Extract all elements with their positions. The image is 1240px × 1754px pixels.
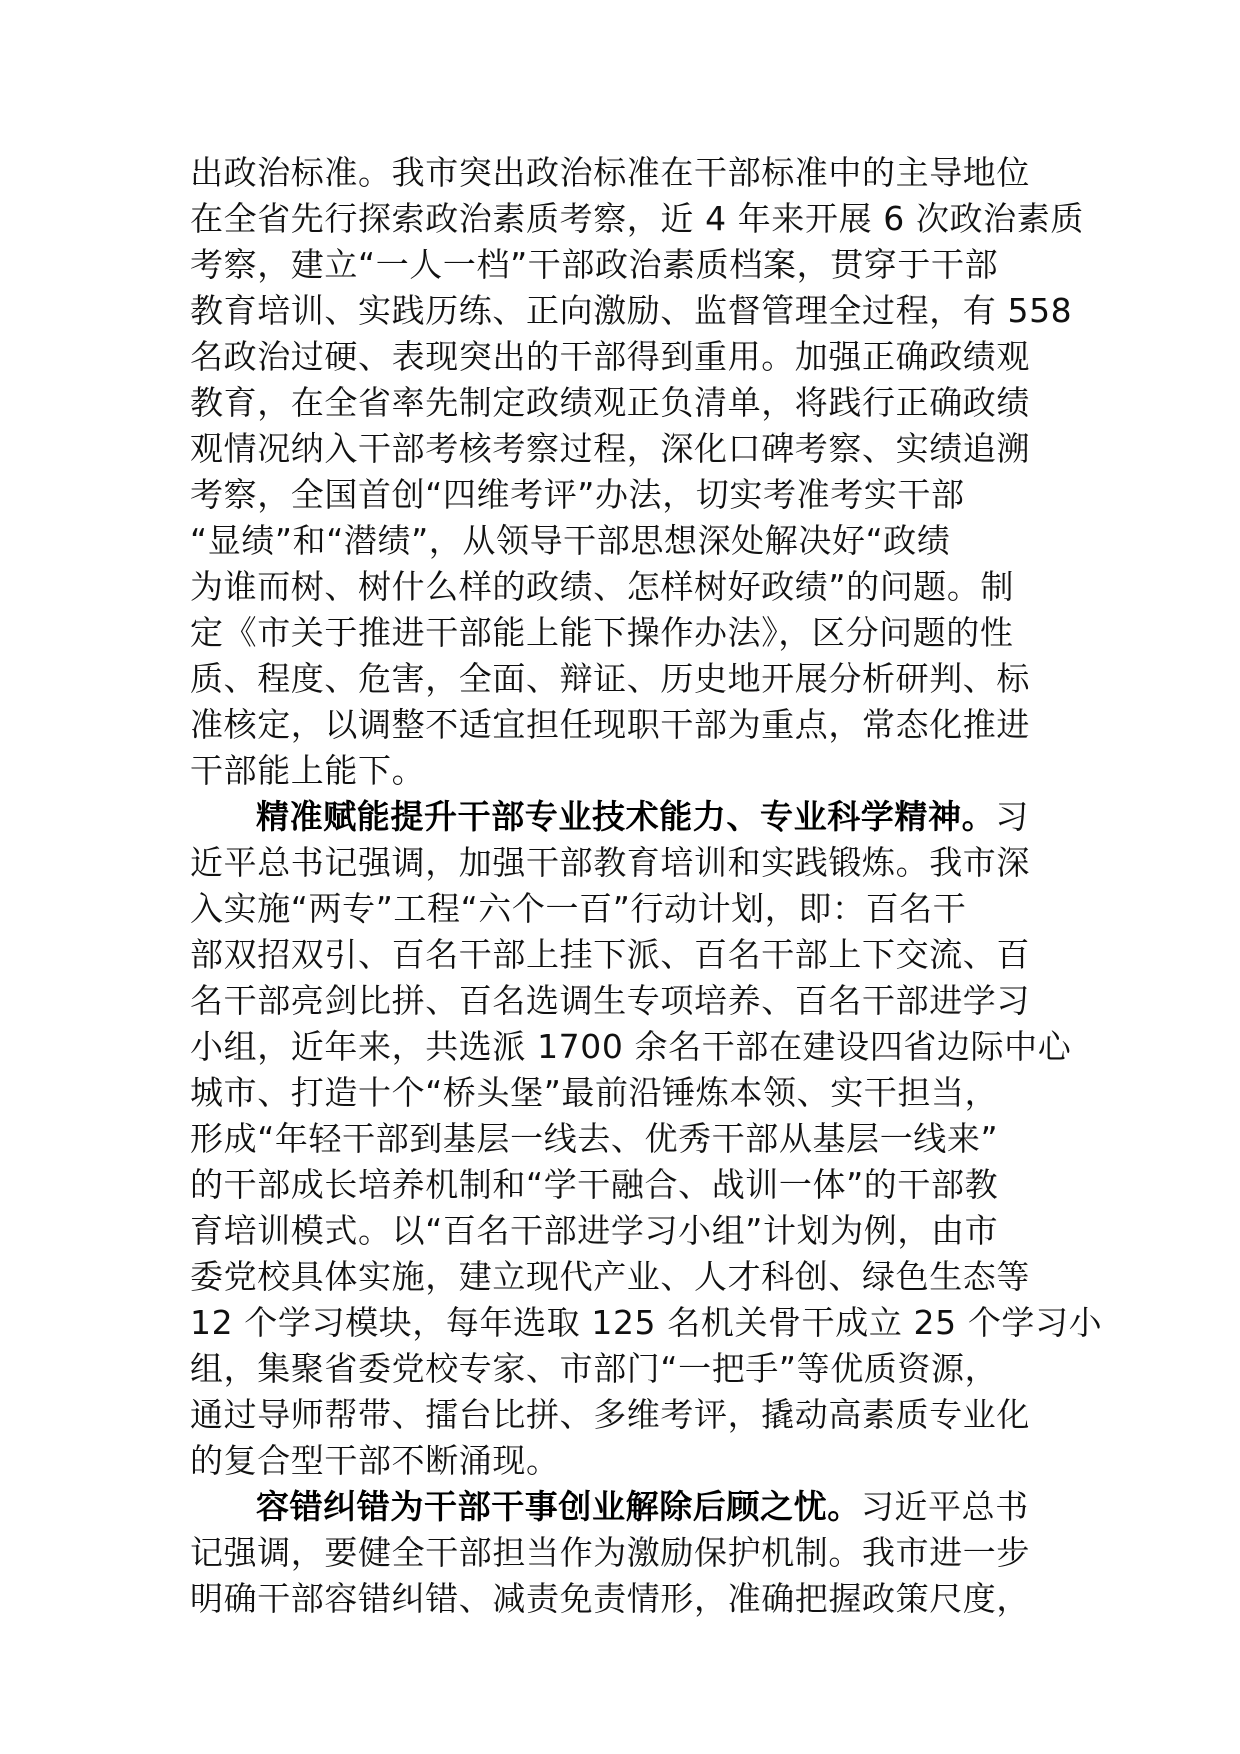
paragraph-heading: 容错纠错为干部干事创业解除后顾之忧。 xyxy=(256,1487,861,1526)
text-line: 出政治标准。我市突出政治标准在干部标准中的主导地位 xyxy=(190,153,1030,192)
text-line: 教育培训、实践历练、正向激励、监督管理全过程，有 558 xyxy=(190,291,1073,330)
text-line: 在全省先行探索政治素质考察，近 4 年来开展 6 次政治素质 xyxy=(190,199,1084,238)
text-line: 观情况纳入干部考核考察过程，深化口碑考察、实绩追溯 xyxy=(190,429,1030,468)
text-line: 12 个学习模块，每年选取 125 名机关骨干成立 25 个学习小 xyxy=(190,1303,1103,1342)
text-line: 部双招双引、百名干部上挂下派、百名干部上下交流、百 xyxy=(190,935,1030,974)
text-line: 名干部亮剑比拼、百名选调生专项培养、百名干部进学习 xyxy=(190,981,1030,1020)
body-text xyxy=(190,150,1103,1622)
text-line: 明确干部容错纠错、减责免责情形，准确把握政策尺度， xyxy=(190,1579,1030,1618)
text-line: 考察，建立“一人一档”干部政治素质档案，贯穿于干部 xyxy=(190,245,999,284)
text-line: 入实施“两专”工程“六个一百”行动计划，即：百名干 xyxy=(190,889,967,928)
text-line: 定《市关于推进干部能上能下操作办法》，区分问题的性 xyxy=(190,613,1014,652)
text-line: 教育，在全省率先制定政绩观正负清单，将践行正确政绩 xyxy=(190,383,1030,422)
text-line: 的干部成长培养机制和“学干融合、战训一体”的干部教 xyxy=(190,1165,999,1204)
text-line: 考察，全国首创“四维考评”办法，切实考准考实干部 xyxy=(190,475,965,514)
text-line: 记强调，要健全干部担当作为激励保护机制。我市进一步 xyxy=(190,1533,1030,1572)
text-line: 的复合型干部不断涌现。 xyxy=(190,1441,560,1480)
paragraph-heading: 精准赋能提升干部专业技术能力、专业科学精神。 xyxy=(256,797,996,836)
paragraph-text: 习近平总书 xyxy=(860,1487,1029,1526)
text-line: 育培训模式。以“百名干部进学习小组”计划为例，由市 xyxy=(190,1211,999,1250)
text-line: “显绩”和“潜绩”，从领导干部思想深处解决好“政绩 xyxy=(190,521,951,560)
text-line: 干部能上能下。 xyxy=(190,751,426,790)
paragraph-text: 习 xyxy=(995,797,1029,836)
text-line: 准核定，以调整不适宜担任现职干部为重点，常态化推进 xyxy=(190,705,1030,744)
text-line: 质、程度、危害，全面、辩证、历史地开展分析研判、标 xyxy=(190,659,1030,698)
text-line: 城市、打造十个“桥头堡”最前沿锤炼本领、实干担当， xyxy=(190,1073,999,1112)
text-line: 形成“年轻干部到基层一线去、优秀干部从基层一线来” xyxy=(190,1119,999,1158)
paragraph-start-line xyxy=(190,1484,1060,1530)
text-line: 为谁而树、树什么样的政绩、怎样树好政绩”的问题。制 xyxy=(190,567,1015,606)
text-line: 委党校具体实施，建立现代产业、人才科创、绿色生态等 xyxy=(190,1257,1030,1296)
text-line: 小组，近年来，共选派 1700 余名干部在建设四省边际中心 xyxy=(190,1027,1072,1066)
paragraph-start-line xyxy=(190,794,1060,840)
text-line: 通过导师帮带、擂台比拼、多维考评，撬动高素质专业化 xyxy=(190,1395,1030,1434)
text-line: 名政治过硬、表现突出的干部得到重用。加强正确政绩观 xyxy=(190,337,1030,376)
text-line: 近平总书记强调，加强干部教育培训和实践锻炼。我市深 xyxy=(190,843,1030,882)
text-line: 组，集聚省委党校专家、市部门“一把手”等优质资源， xyxy=(190,1349,999,1388)
